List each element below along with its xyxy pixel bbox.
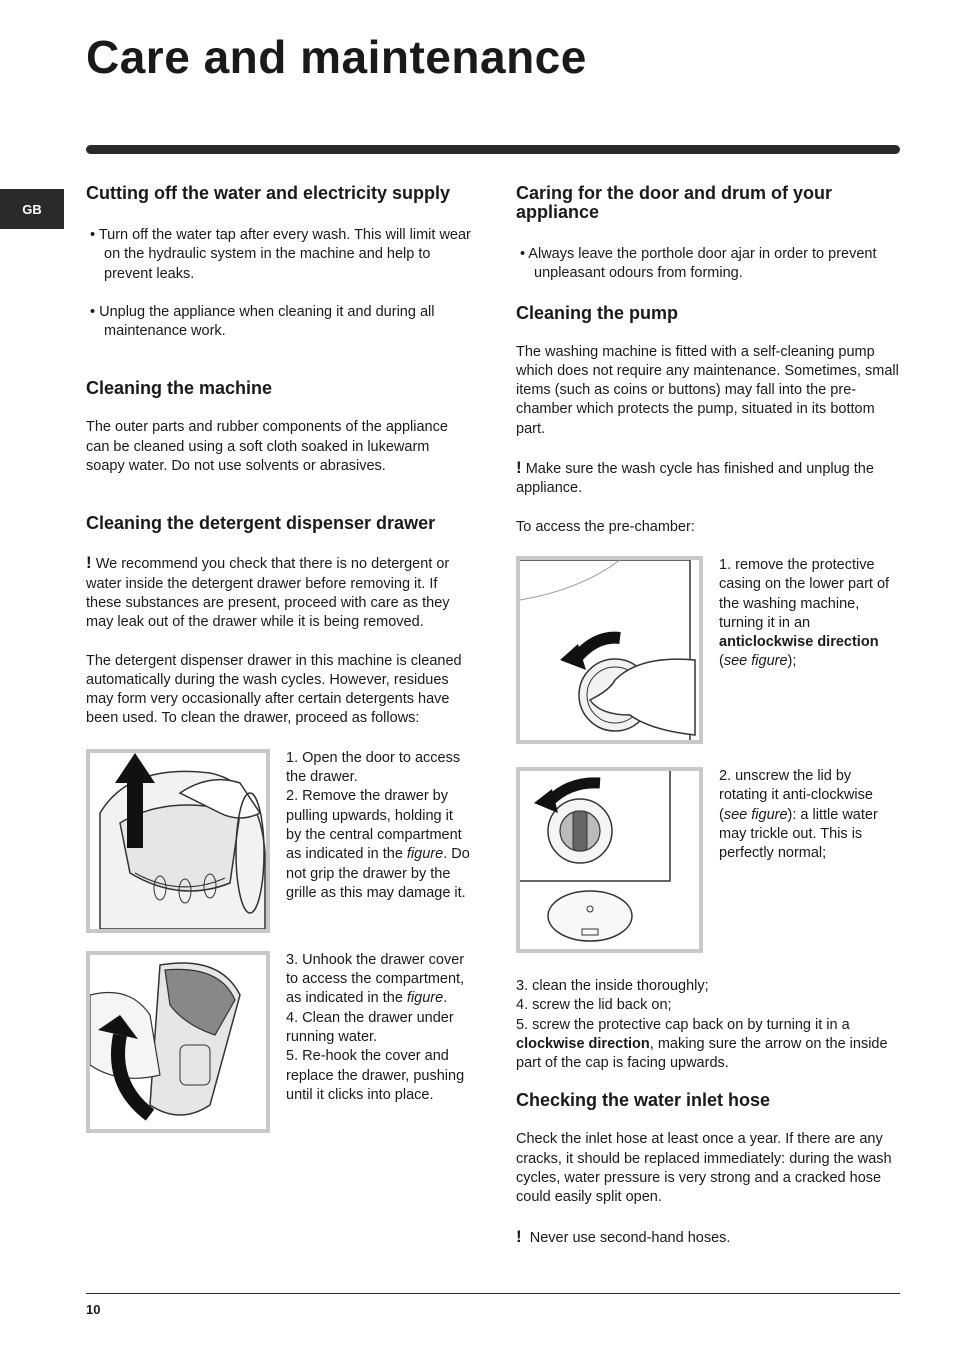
step-screw-lid: 4. screw the lid back on; bbox=[516, 997, 672, 1014]
step-remove-drawer-text-end: . Do not grip the drawer by the grille as this may damage it. bbox=[286, 846, 470, 901]
direction-clockwise: clockwise direction bbox=[516, 1035, 650, 1052]
figure-ref: figure bbox=[406, 846, 444, 863]
lid-unscrew-text bbox=[703, 767, 902, 863]
right-column bbox=[516, 184, 902, 1248]
page-title: Care and maintenance bbox=[86, 31, 587, 83]
figure-ref: see figure bbox=[723, 806, 788, 823]
step-unhook-cover-text: 3. Unhook the drawer cover to access the compartment, as indicated in the bbox=[286, 951, 465, 1007]
warning-icon: ! bbox=[516, 458, 522, 478]
dispenser-intro: The detergent dispenser drawer in this machine is cleaned automatically during the wash cycles. However, residues may form very occasionally after certain detergents have been used. To clean the drawer, proceed as follows: bbox=[86, 652, 462, 727]
warning-icon: ! bbox=[86, 553, 92, 573]
dispenser-warning bbox=[86, 553, 472, 632]
drawer-cover-figure bbox=[86, 951, 270, 1133]
bullet-water-tap: • Turn off the water tap after every wash. This will limit wear on the hydraulic system in the machine and help to prevent leaks. bbox=[90, 227, 471, 282]
figure-ref: see figure bbox=[723, 653, 788, 670]
title-rule bbox=[86, 145, 900, 154]
hose-warning bbox=[516, 1227, 902, 1248]
figure-ref: figure bbox=[406, 990, 444, 1007]
step-screw-cap-text: 5. screw the protective cap back on by turning it in a bbox=[516, 1016, 850, 1033]
step-rehook-cover: 5. Re-hook the cover and replace the drawer, pushing until it clicks into place. bbox=[286, 1048, 465, 1103]
language-tab: GB bbox=[0, 189, 64, 229]
drawer-cover-text bbox=[270, 951, 472, 1105]
footer-rule bbox=[86, 1293, 900, 1294]
pump-intro-text: The washing machine is fitted with a self-cleaning pump which does not require any maintenance. Sometimes, small items (such as coins or buttons) may fall into the pre-chamber which protects the pump, situated in its bottom part. bbox=[516, 343, 899, 437]
figure-row-drawer-cover bbox=[86, 951, 472, 1133]
step-unscrew-lid-text: 2. unscrew the lid by rotating it anti-clockwise ( bbox=[719, 767, 873, 823]
step-screw-cap-text-end: , making sure the arrow on the inside part of the cap is facing upwards. bbox=[516, 1035, 888, 1072]
casing-removal-text bbox=[703, 556, 902, 672]
casing-removal-illustration bbox=[520, 560, 699, 740]
bullet-unplug: • Unplug the appliance when cleaning it and during all maintenance work. bbox=[90, 303, 435, 340]
drawer-cover-illustration bbox=[90, 955, 266, 1129]
step-remove-drawer-text: 2. Remove the drawer by pulling upwards, holding it by the central compartment as indicated in the bbox=[286, 788, 462, 863]
step-unhook-cover bbox=[286, 951, 472, 1009]
paren-close: ); bbox=[787, 653, 797, 670]
step-screw-cap bbox=[516, 1016, 902, 1074]
step-clean-drawer: 4. Clean the drawer under running water. bbox=[286, 1009, 454, 1045]
drawer-removal-figure bbox=[86, 749, 270, 933]
section-title-door-drum: Caring for the door and drum of your appliance bbox=[516, 183, 832, 222]
bullet-door-ajar: • Always leave the porthole door ajar in order to prevent unpleasant odours from forming. bbox=[520, 246, 877, 282]
figure-row-lid bbox=[516, 767, 902, 953]
left-column bbox=[86, 184, 472, 1133]
section-title-inlet-hose: Checking the water inlet hose bbox=[516, 1090, 771, 1111]
cleaning-machine-text: The outer parts and rubber components of the appliance can be cleaned using a soft cloth soaked in lukewarm soapy water. Do not use solvents or abrasives. bbox=[86, 419, 448, 475]
dispenser-warning-text: We recommend you check that there is no detergent or water inside the detergent drawer before removing it. If these substances are present, proceed with care as they may leak out of the drawer while it is being removed. bbox=[86, 556, 450, 631]
drawer-removal-text bbox=[270, 749, 472, 903]
step-remove-casing bbox=[719, 556, 902, 672]
inlet-hose-text: Check the inlet hose at least once a year. If there are any cracks, it should be replaced immediately: during the wash cycles, water pressure is very strong and a cracked hose could easily split open. bbox=[516, 1131, 892, 1206]
lid-unscrew-figure bbox=[516, 767, 703, 953]
step-open-door: 1. Open the door to access the drawer. bbox=[286, 749, 461, 786]
page-number: 10 bbox=[86, 1302, 101, 1317]
section-title-water-electricity: Cutting off the water and electricity supply bbox=[86, 183, 451, 203]
lid-unscrew-illustration bbox=[520, 771, 699, 949]
step-remove-casing-text: 1. remove the protective casing on the lower part of the washing machine, turning it in an bbox=[719, 556, 890, 631]
step-unscrew-lid-text-end: ): a little water may trickle out. This is perfectly normal; bbox=[719, 806, 878, 862]
drawer-removal-illustration bbox=[90, 753, 266, 929]
step-unscrew-lid bbox=[719, 767, 902, 863]
pump-warning-text: Make sure the wash cycle has finished and unplug the appliance. bbox=[516, 461, 874, 497]
hose-warning-text: Never use second-hand hoses. bbox=[529, 1229, 731, 1246]
section-title-cleaning-pump: Cleaning the pump bbox=[516, 302, 678, 323]
step-remove-drawer bbox=[286, 787, 472, 903]
step-unhook-cover-end: . bbox=[443, 990, 448, 1007]
casing-removal-figure bbox=[516, 556, 703, 744]
section-title-cleaning-machine: Cleaning the machine bbox=[86, 378, 273, 399]
section-title-dispenser-drawer: Cleaning the detergent dispenser drawer bbox=[86, 513, 436, 534]
pump-warning bbox=[516, 458, 902, 499]
warning-icon: ! bbox=[516, 1226, 522, 1246]
step-clean-inside: 3. clean the inside thoroughly; bbox=[516, 977, 709, 994]
direction-anticlockwise: anticlockwise direction bbox=[719, 634, 879, 651]
paren-open: ( bbox=[719, 653, 724, 670]
figure-row-drawer-removal bbox=[86, 749, 472, 933]
pre-chamber-intro: To access the pre-chamber: bbox=[516, 518, 695, 535]
figure-row-casing bbox=[516, 556, 902, 744]
